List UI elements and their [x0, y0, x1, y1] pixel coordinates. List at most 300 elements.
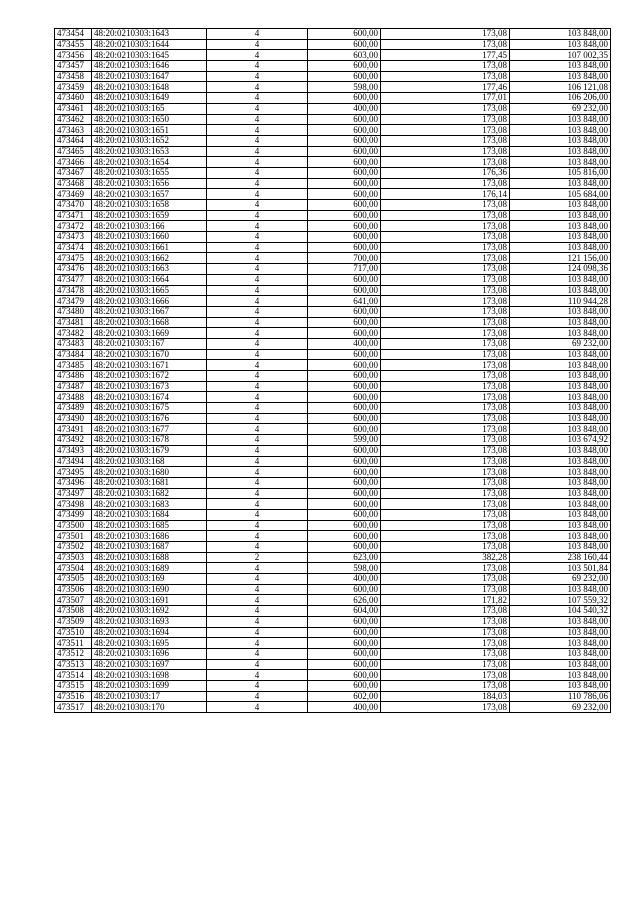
cadastral-value-cell: 103 848,00: [510, 392, 611, 403]
cadastral-value-cell: 69 232,00: [510, 702, 611, 713]
table-row: [55, 584, 611, 595]
area-cell: 600,00: [308, 445, 381, 456]
cadastral-number-cell: 48:20:0210303:1652: [92, 135, 207, 146]
specific-value-cell: 176,36: [381, 167, 510, 178]
category-cell: 4: [207, 103, 308, 114]
category-cell: 4: [207, 274, 308, 285]
row-number-cell: 473476: [55, 264, 92, 275]
table-row: [55, 424, 611, 435]
cadastral-number-cell: 48:20:0210303:1674: [92, 392, 207, 403]
cadastral-number-cell: 48:20:0210303:166: [92, 221, 207, 232]
category-cell: 4: [207, 114, 308, 125]
cadastral-number-cell: 48:20:0210303:1655: [92, 167, 207, 178]
specific-value-cell: 173,08: [381, 509, 510, 520]
table-row: [55, 328, 611, 339]
row-number-cell: 473457: [55, 61, 92, 72]
cadastral-number-cell: 48:20:0210303:1648: [92, 82, 207, 93]
cadastral-number-cell: 48:20:0210303:1651: [92, 125, 207, 136]
area-cell: 600,00: [308, 71, 381, 82]
row-number-cell: 473462: [55, 114, 92, 125]
category-cell: 4: [207, 456, 308, 467]
table-row: [55, 435, 611, 446]
row-number-cell: 473513: [55, 659, 92, 670]
category-cell: 4: [207, 82, 308, 93]
table-row: [55, 648, 611, 659]
cadastral-value-cell: 103 848,00: [510, 531, 611, 542]
table-row: [55, 114, 611, 125]
row-number-cell: 473488: [55, 392, 92, 403]
cadastral-value-cell: 103 848,00: [510, 648, 611, 659]
table-row: [55, 274, 611, 285]
area-cell: 600,00: [308, 114, 381, 125]
category-cell: 4: [207, 488, 308, 499]
cadastral-number-cell: 48:20:0210303:1667: [92, 306, 207, 317]
row-number-cell: 473480: [55, 306, 92, 317]
table-row: [55, 71, 611, 82]
table-row: [55, 264, 611, 275]
area-cell: 600,00: [308, 670, 381, 681]
cadastral-number-cell: 48:20:0210303:1644: [92, 39, 207, 50]
row-number-cell: 473467: [55, 167, 92, 178]
cadastral-number-cell: 48:20:0210303:1663: [92, 264, 207, 275]
cadastral-number-cell: 48:20:0210303:168: [92, 456, 207, 467]
specific-value-cell: 173,08: [381, 467, 510, 478]
table-row: [55, 606, 611, 617]
specific-value-cell: 173,08: [381, 488, 510, 499]
cadastral-value-cell: 107 002,35: [510, 50, 611, 61]
table-row: [55, 499, 611, 510]
cadastral-number-cell: 48:20:0210303:1680: [92, 467, 207, 478]
category-cell: 4: [207, 167, 308, 178]
row-number-cell: 473511: [55, 638, 92, 649]
category-cell: 4: [207, 71, 308, 82]
area-cell: 600,00: [308, 61, 381, 72]
specific-value-cell: 173,08: [381, 178, 510, 189]
category-cell: 4: [207, 542, 308, 553]
specific-value-cell: 173,08: [381, 274, 510, 285]
cadastral-number-cell: 48:20:0210303:1643: [92, 29, 207, 40]
cadastral-value-cell: 103 848,00: [510, 680, 611, 691]
cadastral-number-cell: 48:20:0210303:1697: [92, 659, 207, 670]
area-cell: 600,00: [308, 242, 381, 253]
category-cell: 4: [207, 264, 308, 275]
table-row: [55, 232, 611, 243]
area-cell: 400,00: [308, 702, 381, 713]
specific-value-cell: 173,08: [381, 680, 510, 691]
row-number-cell: 473486: [55, 371, 92, 382]
table-row: [55, 552, 611, 563]
table-row: [55, 371, 611, 382]
specific-value-cell: 173,08: [381, 103, 510, 114]
cadastral-value-cell: 103 848,00: [510, 210, 611, 221]
row-number-cell: 473515: [55, 680, 92, 691]
specific-value-cell: 173,08: [381, 296, 510, 307]
cadastral-number-cell: 48:20:0210303:1664: [92, 274, 207, 285]
cadastral-value-cell: 106 206,00: [510, 93, 611, 104]
cadastral-number-cell: 48:20:0210303:1653: [92, 146, 207, 157]
row-number-cell: 473471: [55, 210, 92, 221]
area-cell: 600,00: [308, 680, 381, 691]
cadastral-value-cell: 238 160,44: [510, 552, 611, 563]
specific-value-cell: 173,08: [381, 670, 510, 681]
category-cell: 4: [207, 381, 308, 392]
cadastral-value-cell: 121 156,00: [510, 253, 611, 264]
cadastral-number-cell: 48:20:0210303:1675: [92, 403, 207, 414]
cadastral-number-cell: 48:20:0210303:1659: [92, 210, 207, 221]
cadastral-value-cell: 105 816,00: [510, 167, 611, 178]
area-cell: 623,00: [308, 552, 381, 563]
area-cell: 600,00: [308, 221, 381, 232]
cadastral-value-cell: 103 848,00: [510, 306, 611, 317]
area-cell: 600,00: [308, 531, 381, 542]
table-row: [55, 306, 611, 317]
specific-value-cell: 173,08: [381, 574, 510, 585]
cadastral-value-cell: 103 848,00: [510, 659, 611, 670]
row-number-cell: 473473: [55, 232, 92, 243]
row-number-cell: 473512: [55, 648, 92, 659]
table-row: [55, 200, 611, 211]
area-cell: 626,00: [308, 595, 381, 606]
area-cell: 600,00: [308, 627, 381, 638]
cadastral-value-cell: 103 848,00: [510, 285, 611, 296]
category-cell: 4: [207, 210, 308, 221]
specific-value-cell: 173,08: [381, 264, 510, 275]
row-number-cell: 473481: [55, 317, 92, 328]
area-cell: 641,00: [308, 296, 381, 307]
specific-value-cell: 173,08: [381, 146, 510, 157]
specific-value-cell: 177,46: [381, 82, 510, 93]
table-row: [55, 157, 611, 168]
category-cell: 4: [207, 349, 308, 360]
cadastral-number-cell: 48:20:0210303:1665: [92, 285, 207, 296]
cadastral-value-cell: 103 848,00: [510, 445, 611, 456]
category-cell: 4: [207, 467, 308, 478]
category-cell: 4: [207, 574, 308, 585]
area-cell: 600,00: [308, 274, 381, 285]
specific-value-cell: 173,08: [381, 29, 510, 40]
specific-value-cell: 173,08: [381, 648, 510, 659]
category-cell: 4: [207, 424, 308, 435]
area-cell: 603,00: [308, 50, 381, 61]
area-cell: 600,00: [308, 360, 381, 371]
table-row: [55, 509, 611, 520]
category-cell: 4: [207, 702, 308, 713]
row-number-cell: 473463: [55, 125, 92, 136]
area-cell: 600,00: [308, 93, 381, 104]
cadastral-number-cell: 48:20:0210303:170: [92, 702, 207, 713]
table-row: [55, 103, 611, 114]
cadastral-value-cell: 103 848,00: [510, 349, 611, 360]
table-row: [55, 542, 611, 553]
cadastral-value-cell: 103 848,00: [510, 627, 611, 638]
area-cell: 600,00: [308, 285, 381, 296]
table-row: [55, 595, 611, 606]
cadastral-number-cell: 48:20:0210303:1658: [92, 200, 207, 211]
area-cell: 600,00: [308, 477, 381, 488]
specific-value-cell: 173,08: [381, 413, 510, 424]
table-row: [55, 349, 611, 360]
cadastral-value-cell: 103 848,00: [510, 71, 611, 82]
table-body: [55, 29, 611, 713]
specific-value-cell: 176,14: [381, 189, 510, 200]
cadastral-number-cell: 48:20:0210303:1654: [92, 157, 207, 168]
row-number-cell: 473469: [55, 189, 92, 200]
specific-value-cell: 173,08: [381, 210, 510, 221]
area-cell: 600,00: [308, 616, 381, 627]
table-row: [55, 221, 611, 232]
row-number-cell: 473509: [55, 616, 92, 627]
cadastral-number-cell: 48:20:0210303:1685: [92, 520, 207, 531]
row-number-cell: 473517: [55, 702, 92, 713]
area-cell: 600,00: [308, 424, 381, 435]
cadastral-value-cell: 103 848,00: [510, 520, 611, 531]
category-cell: 4: [207, 328, 308, 339]
category-cell: 4: [207, 200, 308, 211]
cadastral-number-cell: 48:20:0210303:1698: [92, 670, 207, 681]
cadastral-value-cell: 103 848,00: [510, 114, 611, 125]
cadastral-number-cell: 48:20:0210303:1666: [92, 296, 207, 307]
cadastral-value-cell: 103 501,84: [510, 563, 611, 574]
specific-value-cell: 171,82: [381, 595, 510, 606]
category-cell: 4: [207, 221, 308, 232]
specific-value-cell: 173,08: [381, 61, 510, 72]
cadastral-number-cell: 48:20:0210303:1695: [92, 638, 207, 649]
specific-value-cell: 173,08: [381, 392, 510, 403]
category-cell: 4: [207, 50, 308, 61]
category-cell: 4: [207, 670, 308, 681]
category-cell: 4: [207, 595, 308, 606]
specific-value-cell: 173,08: [381, 659, 510, 670]
cadastral-number-cell: 48:20:0210303:1688: [92, 552, 207, 563]
cadastral-value-cell: 103 848,00: [510, 200, 611, 211]
cadastral-number-cell: 48:20:0210303:165: [92, 103, 207, 114]
category-cell: 4: [207, 39, 308, 50]
cadastral-value-cell: 103 848,00: [510, 221, 611, 232]
document-page: [54, 28, 610, 713]
cadastral-number-cell: 48:20:0210303:1699: [92, 680, 207, 691]
cadastral-number-cell: 48:20:0210303:1669: [92, 328, 207, 339]
category-cell: 4: [207, 413, 308, 424]
row-number-cell: 473504: [55, 563, 92, 574]
category-cell: 4: [207, 360, 308, 371]
cadastral-value-cell: 69 232,00: [510, 103, 611, 114]
table-row: [55, 659, 611, 670]
cadastral-number-cell: 48:20:0210303:1690: [92, 584, 207, 595]
specific-value-cell: 173,08: [381, 71, 510, 82]
specific-value-cell: 173,08: [381, 584, 510, 595]
specific-value-cell: 173,08: [381, 477, 510, 488]
specific-value-cell: 173,08: [381, 499, 510, 510]
area-cell: 600,00: [308, 371, 381, 382]
row-number-cell: 473495: [55, 467, 92, 478]
area-cell: 400,00: [308, 574, 381, 585]
specific-value-cell: 173,08: [381, 403, 510, 414]
area-cell: 600,00: [308, 210, 381, 221]
row-number-cell: 473454: [55, 29, 92, 40]
cadastral-value-cell: 103 848,00: [510, 146, 611, 157]
area-cell: 600,00: [308, 392, 381, 403]
area-cell: 600,00: [308, 488, 381, 499]
cadastral-value-cell: 105 684,00: [510, 189, 611, 200]
area-cell: 600,00: [308, 584, 381, 595]
row-number-cell: 473460: [55, 93, 92, 104]
row-number-cell: 473498: [55, 499, 92, 510]
area-cell: 600,00: [308, 317, 381, 328]
table-row: [55, 638, 611, 649]
row-number-cell: 473458: [55, 71, 92, 82]
row-number-cell: 473492: [55, 435, 92, 446]
row-number-cell: 473482: [55, 328, 92, 339]
table-row: [55, 93, 611, 104]
cadastral-value-cell: 103 848,00: [510, 488, 611, 499]
cadastral-value-cell: 103 848,00: [510, 39, 611, 50]
cadastral-value-cell: 103 848,00: [510, 456, 611, 467]
cadastral-value-cell: 69 232,00: [510, 338, 611, 349]
area-cell: 598,00: [308, 82, 381, 93]
cadastral-value-cell: 103 848,00: [510, 499, 611, 510]
cadastral-number-cell: 48:20:0210303:169: [92, 574, 207, 585]
area-cell: 598,00: [308, 563, 381, 574]
cadastral-value-cell: 103 848,00: [510, 403, 611, 414]
table-row: [55, 456, 611, 467]
area-cell: 400,00: [308, 338, 381, 349]
category-cell: 4: [207, 125, 308, 136]
row-number-cell: 473468: [55, 178, 92, 189]
category-cell: 4: [207, 648, 308, 659]
table-row: [55, 467, 611, 478]
area-cell: 604,00: [308, 606, 381, 617]
area-cell: 600,00: [308, 135, 381, 146]
specific-value-cell: 173,08: [381, 371, 510, 382]
cadastral-value-cell: 103 848,00: [510, 584, 611, 595]
row-number-cell: 473455: [55, 39, 92, 50]
specific-value-cell: 173,08: [381, 306, 510, 317]
cadastral-value-cell: 103 848,00: [510, 157, 611, 168]
specific-value-cell: 173,08: [381, 616, 510, 627]
specific-value-cell: 173,08: [381, 606, 510, 617]
category-cell: 4: [207, 659, 308, 670]
table-row: [55, 189, 611, 200]
specific-value-cell: 173,08: [381, 349, 510, 360]
area-cell: 599,00: [308, 435, 381, 446]
cadastral-value-cell: 103 848,00: [510, 360, 611, 371]
specific-value-cell: 173,08: [381, 638, 510, 649]
row-number-cell: 473456: [55, 50, 92, 61]
category-cell: 4: [207, 29, 308, 40]
table-row: [55, 253, 611, 264]
area-cell: 600,00: [308, 659, 381, 670]
cadastral-value-cell: 103 848,00: [510, 477, 611, 488]
area-cell: 600,00: [308, 520, 381, 531]
table-row: [55, 531, 611, 542]
cadastral-value-cell: 103 848,00: [510, 328, 611, 339]
cadastral-number-cell: 48:20:0210303:1673: [92, 381, 207, 392]
specific-value-cell: 173,08: [381, 157, 510, 168]
area-cell: 600,00: [308, 29, 381, 40]
table-row: [55, 381, 611, 392]
row-number-cell: 473465: [55, 146, 92, 157]
specific-value-cell: 173,08: [381, 232, 510, 243]
specific-value-cell: 173,08: [381, 563, 510, 574]
area-cell: 600,00: [308, 328, 381, 339]
cadastral-value-cell: 104 540,32: [510, 606, 611, 617]
cadastral-number-cell: 48:20:0210303:1662: [92, 253, 207, 264]
cadastral-value-cell: 103 674,92: [510, 435, 611, 446]
area-cell: 600,00: [308, 467, 381, 478]
specific-value-cell: 173,08: [381, 360, 510, 371]
table-row: [55, 29, 611, 40]
category-cell: 4: [207, 445, 308, 456]
cadastral-value-cell: 107 559,32: [510, 595, 611, 606]
row-number-cell: 473466: [55, 157, 92, 168]
category-cell: 2: [207, 552, 308, 563]
row-number-cell: 473493: [55, 445, 92, 456]
category-cell: 4: [207, 606, 308, 617]
category-cell: 4: [207, 638, 308, 649]
row-number-cell: 473506: [55, 584, 92, 595]
cadastral-number-cell: 48:20:0210303:1646: [92, 61, 207, 72]
table-row: [55, 445, 611, 456]
area-cell: 600,00: [308, 648, 381, 659]
cadastral-value-cell: 103 848,00: [510, 135, 611, 146]
category-cell: 4: [207, 499, 308, 510]
table-row: [55, 520, 611, 531]
cadastral-value-cell: 103 848,00: [510, 61, 611, 72]
category-cell: 4: [207, 520, 308, 531]
specific-value-cell: 177,01: [381, 93, 510, 104]
cadastral-number-cell: 48:20:0210303:1676: [92, 413, 207, 424]
table-row: [55, 296, 611, 307]
cadastral-number-cell: 48:20:0210303:1684: [92, 509, 207, 520]
area-cell: 600,00: [308, 167, 381, 178]
cadastral-value-cell: 103 848,00: [510, 542, 611, 553]
category-cell: 4: [207, 296, 308, 307]
row-number-cell: 473474: [55, 242, 92, 253]
area-cell: 602,00: [308, 691, 381, 702]
cadastral-number-cell: 48:20:0210303:1660: [92, 232, 207, 243]
category-cell: 4: [207, 616, 308, 627]
cadastral-value-cell: 103 848,00: [510, 413, 611, 424]
row-number-cell: 473484: [55, 349, 92, 360]
row-number-cell: 473479: [55, 296, 92, 307]
specific-value-cell: 173,08: [381, 456, 510, 467]
cadastral-value-cell: 103 848,00: [510, 232, 611, 243]
cadastral-number-cell: 48:20:0210303:1668: [92, 317, 207, 328]
row-number-cell: 473475: [55, 253, 92, 264]
row-number-cell: 473491: [55, 424, 92, 435]
row-number-cell: 473472: [55, 221, 92, 232]
cadastral-number-cell: 48:20:0210303:1647: [92, 71, 207, 82]
cadastral-number-cell: 48:20:0210303:1689: [92, 563, 207, 574]
cadastral-number-cell: 48:20:0210303:1692: [92, 606, 207, 617]
specific-value-cell: 173,08: [381, 221, 510, 232]
table-row: [55, 146, 611, 157]
table-row: [55, 574, 611, 585]
area-cell: 600,00: [308, 499, 381, 510]
specific-value-cell: 173,08: [381, 285, 510, 296]
cadastral-number-cell: 48:20:0210303:1670: [92, 349, 207, 360]
specific-value-cell: 173,08: [381, 328, 510, 339]
table-row: [55, 135, 611, 146]
row-number-cell: 473501: [55, 531, 92, 542]
cadastral-number-cell: 48:20:0210303:167: [92, 338, 207, 349]
specific-value-cell: 173,08: [381, 445, 510, 456]
row-number-cell: 473470: [55, 200, 92, 211]
category-cell: 4: [207, 563, 308, 574]
specific-value-cell: 173,08: [381, 338, 510, 349]
cadastral-value-cell: 110 786,06: [510, 691, 611, 702]
category-cell: 4: [207, 338, 308, 349]
